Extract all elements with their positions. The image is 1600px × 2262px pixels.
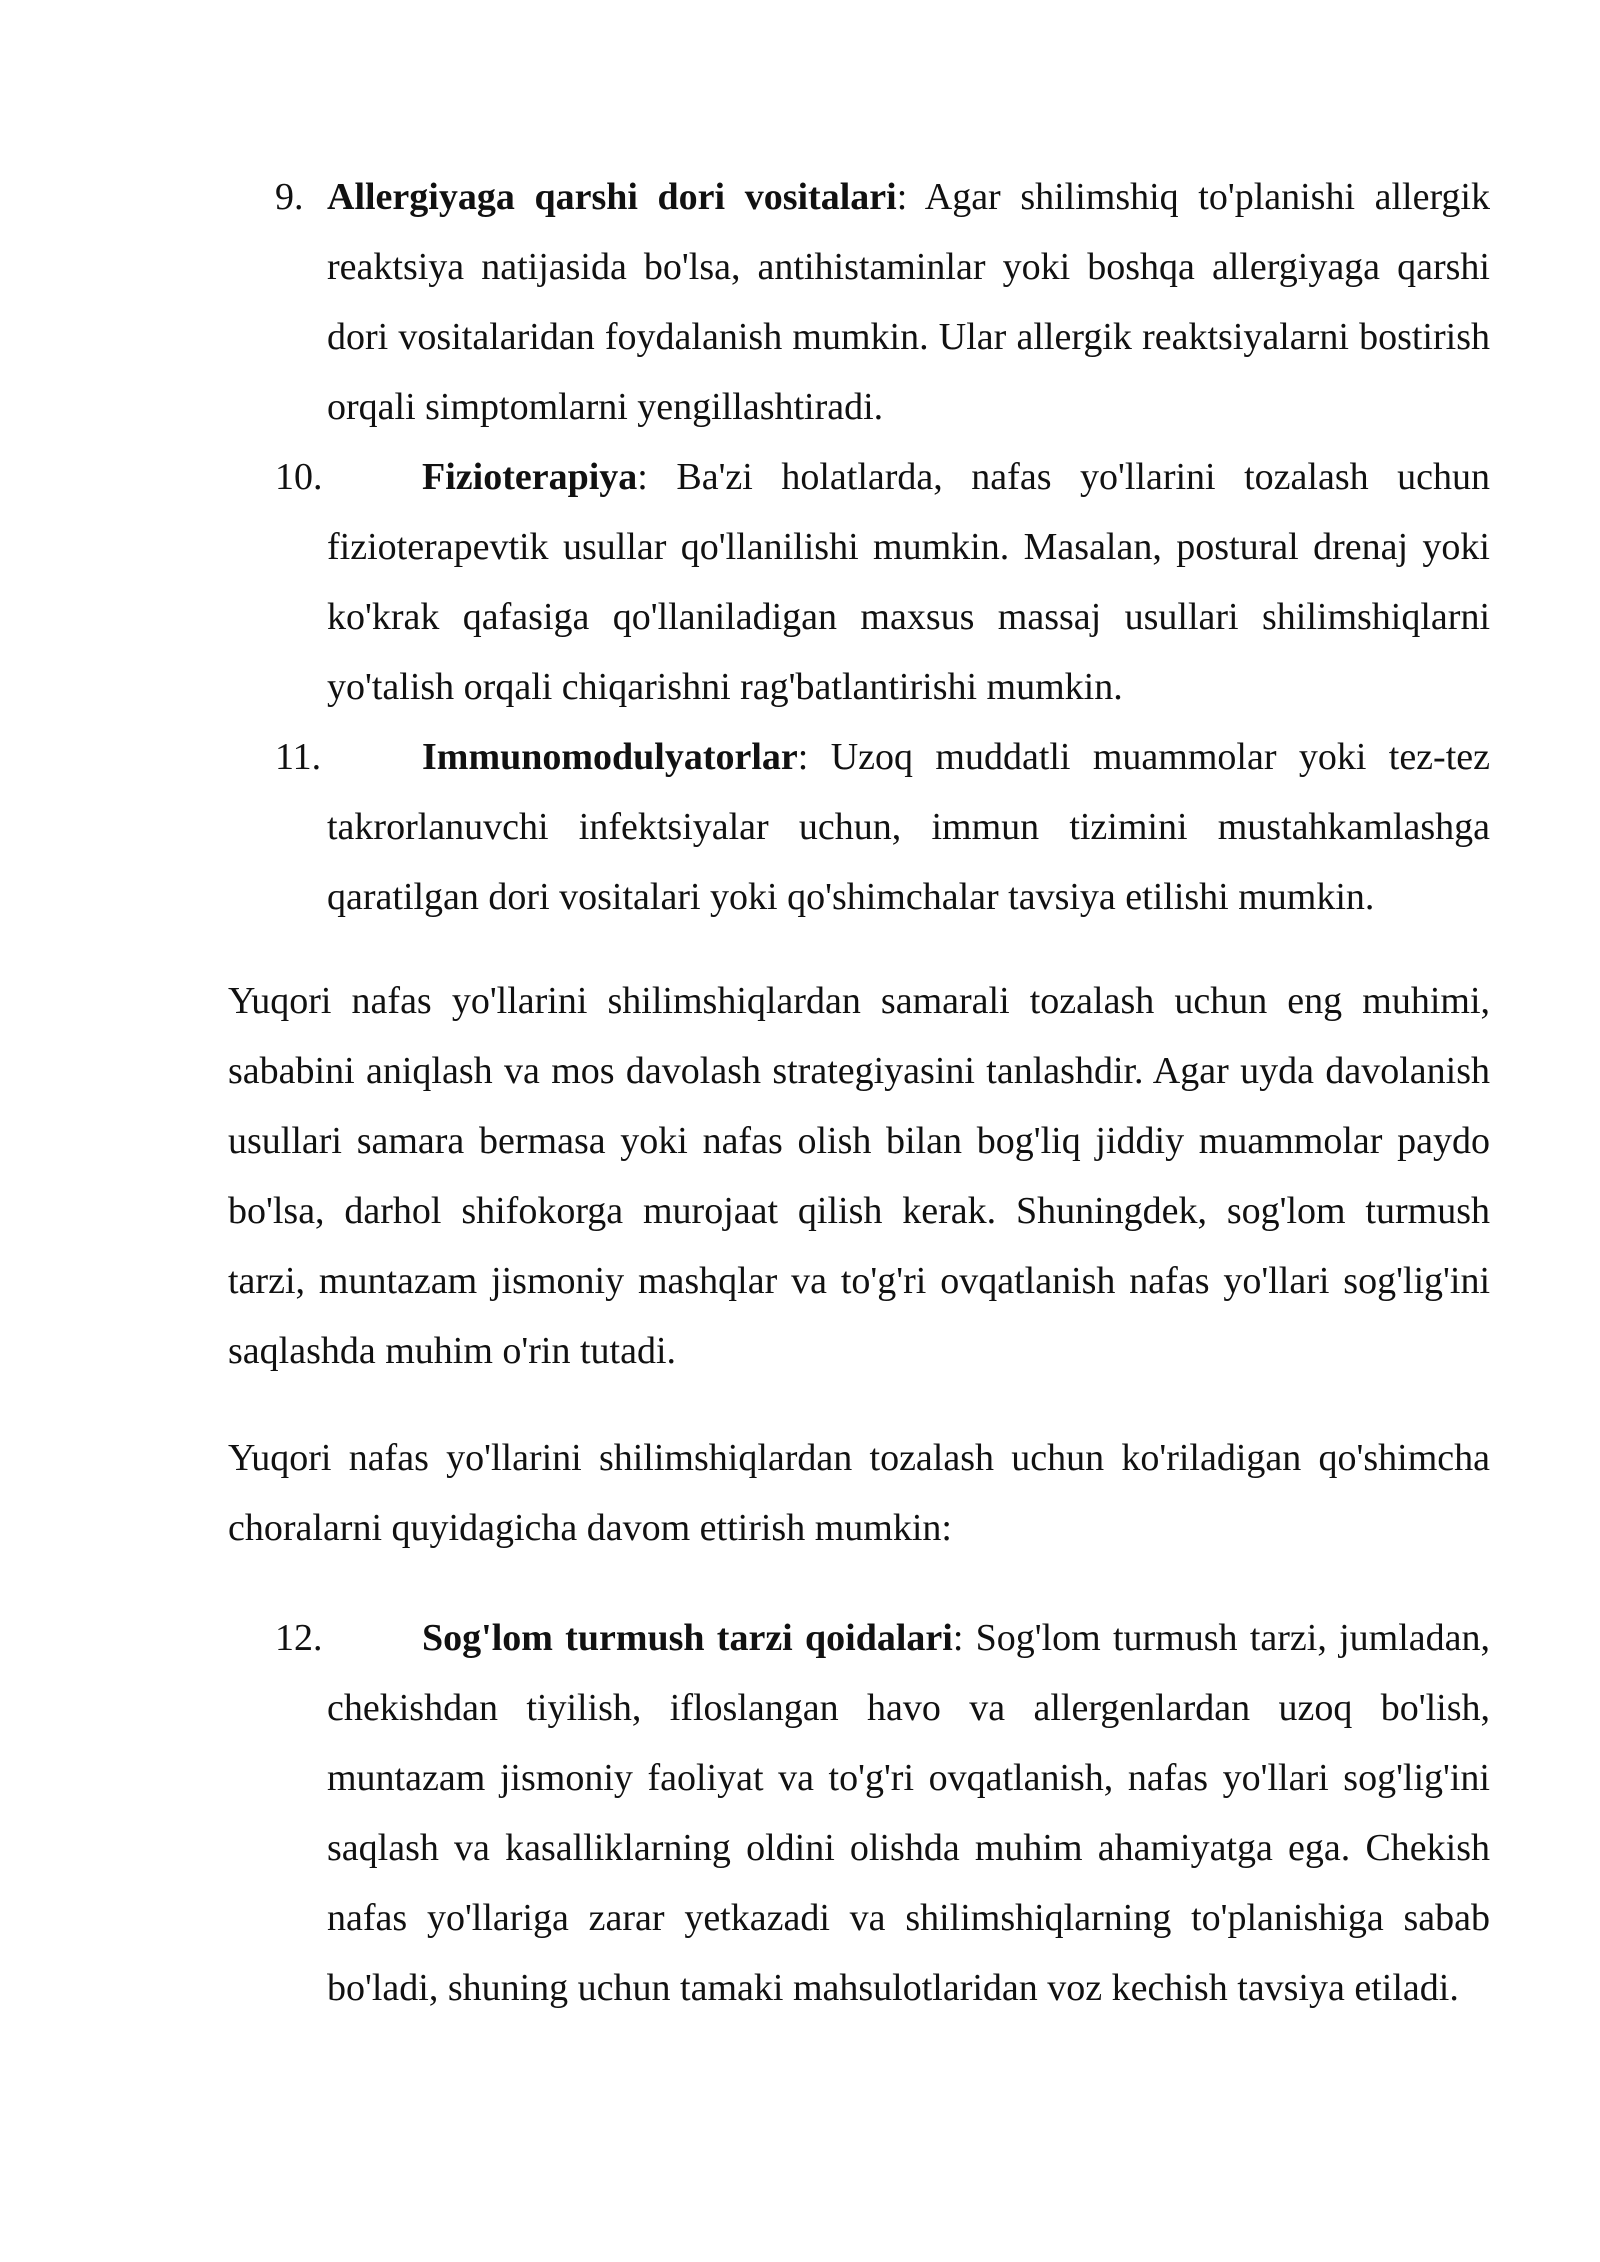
list-item-11 bbox=[275, 722, 1490, 932]
list-item-12 bbox=[275, 1603, 1490, 2023]
list-item-9 bbox=[275, 162, 1490, 442]
item-text: : Uzoq muddatli muammolar yoki tez-tez takrorlanuvchi infektsiyalar uchun, immun tizimini mustahkamlashga qaratilgan dori vositalari yoki qo'shimchalar tavsiya etilishi mumkin. bbox=[327, 736, 1490, 918]
item-term: Sog'lom turmush tarzi qoidalari bbox=[422, 1617, 953, 1659]
paragraph: Yuqori nafas yo'llarini shilimshiqlardan samarali tozalash uchun eng muhimi, sababini aniqlash va mos davolash strategiyasini tanlashdir. Agar uyda davolanish usullari samara bermasa yoki nafas olish bilan bog'liq jiddiy muammolar paydo bo'lsa, darhol shifokorga murojaat qilish kerak. Shuningdek, sog'lom turmush tarzi, muntazam jismoniy mashqlar va to'g'ri ovqatlanish nafas yo'llari sog'lig'ini saqlashda muhim o'rin tutadi. bbox=[228, 980, 1490, 1372]
item-text: : Agar shilimshiq to'planishi allergik reaktsiya natijasida bo'lsa, antihistaminlar yoki boshqa allergiyaga qarshi dori vositalaridan foydalanish mumkin. Ular allergik reaktsiyalarni bostirish orqali simptomlarni yengillashtiradi. bbox=[327, 176, 1490, 428]
item-term: Fizioterapiya bbox=[422, 456, 638, 498]
item-text: : Ba'zi holatlarda, nafas yo'llarini tozalash uchun fizioterapevtik usullar qo'llanilishi mumkin. Masalan, postural drenaj yoki ko'krak qafasiga qo'llaniladigan maxsus massaj usullari shilimshiqlarni yo'talish orqali chiqarishni rag'batlantirishi mumkin. bbox=[327, 456, 1490, 708]
item-number: 9. bbox=[275, 176, 304, 218]
list-item-10 bbox=[275, 442, 1490, 722]
item-term: Allergiyaga qarshi dori vositalari bbox=[327, 176, 897, 218]
item-text: : Sog'lom turmush tarzi, jumladan, chekishdan tiyilish, ifloslangan havo va allergenlardan uzoq bo'lish, muntazam jismoniy faoliyat va to'g'ri ovqatlanish, nafas yo'llari sog'lig'ini saqlash va kasalliklarning oldini olishda muhim ahamiyatga ega. Chekish nafas yo'llariga zarar yetkazadi va shilimshiqlarning to'planishiga sabab bo'ladi, shuning uchun tamaki mahsulotlaridan voz kechish tavsiya etiladi. bbox=[327, 1617, 1490, 2009]
item-number: 10. bbox=[275, 456, 323, 498]
item-number: 11. bbox=[275, 736, 322, 778]
numbered-list bbox=[275, 162, 1490, 932]
item-number: 12. bbox=[275, 1617, 323, 1659]
item-term: Immunomodulyatorlar bbox=[422, 736, 798, 778]
paragraph: Yuqori nafas yo'llarini shilimshiqlardan tozalash uchun ko'riladigan qo'shimcha choralarni quyidagicha davom ettirish mumkin: bbox=[228, 1437, 1490, 1549]
numbered-list bbox=[275, 1603, 1490, 2023]
